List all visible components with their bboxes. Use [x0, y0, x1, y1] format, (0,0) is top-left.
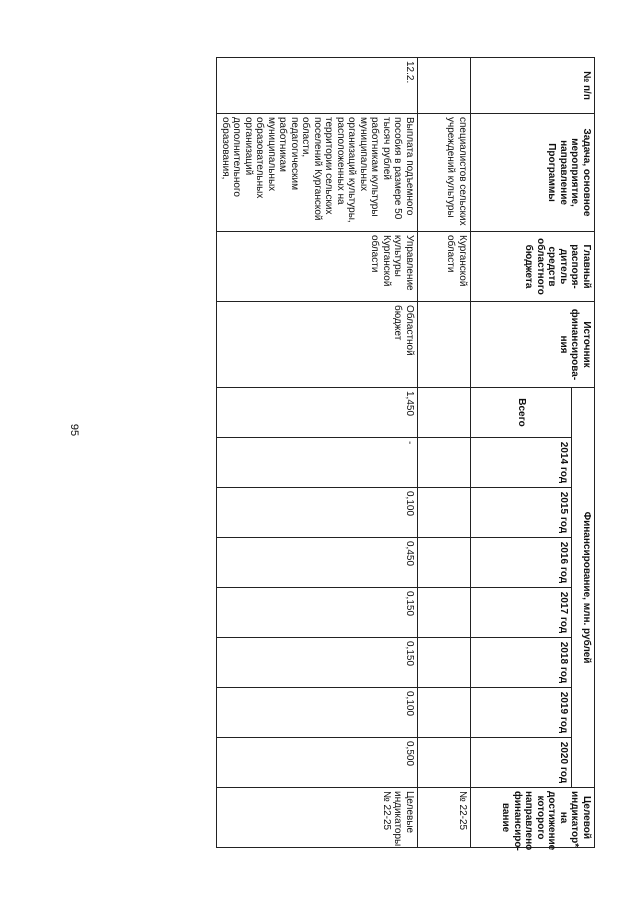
- header-indicator: Целевой индикатор* на достижение которого направлено финансиро-вание: [471, 788, 595, 848]
- cell-2018: [418, 638, 471, 688]
- cell-2017: 0,150: [217, 588, 418, 638]
- cell-2015: 0,100: [217, 488, 418, 538]
- cell-task: Выплата подъемного пособия в размере 50 тысяч рублей работникам культуры муниципальных организаций культуры, расположенных на территории сельских поселений Курганской области, педагогическим работникам муниципальных образовательных организаций дополнительного образования,: [217, 114, 418, 232]
- header-total: Всего: [471, 388, 572, 438]
- cell-source: [418, 302, 471, 388]
- cell-2017: [418, 588, 471, 638]
- table-row: [217, 58, 418, 848]
- cell-executor: Управление культуры Курганской области: [217, 232, 418, 302]
- cell-total: [418, 388, 471, 438]
- table-row: [418, 58, 471, 848]
- cell-2018: 0,150: [217, 638, 418, 688]
- cell-2016: 0,450: [217, 538, 418, 588]
- header-2014: 2014 год: [471, 438, 572, 488]
- cell-2020: 0,500: [217, 738, 418, 788]
- cell-2019: [418, 688, 471, 738]
- cell-num: [418, 58, 471, 114]
- header-2020: 2020 год: [471, 738, 572, 788]
- cell-2016: [418, 538, 471, 588]
- cell-2015: [418, 488, 471, 538]
- header-executor: Главный распоря-дитель средств областного бюджета: [471, 232, 595, 302]
- cell-indicator: № 22-25: [418, 788, 471, 848]
- cell-2014: -: [217, 438, 418, 488]
- header-2018: 2018 год: [471, 638, 572, 688]
- header-2019: 2019 год: [471, 688, 572, 738]
- cell-executor: Курганской области: [418, 232, 471, 302]
- cell-2020: [418, 738, 471, 788]
- cell-indicator: Целевые индикаторы № 22-25: [217, 788, 418, 848]
- header-row: [572, 58, 595, 848]
- cell-num: 12.2.: [217, 58, 418, 114]
- rotated-page: [45, 57, 595, 851]
- financing-table: [217, 57, 596, 851]
- header-2017: 2017 год: [471, 588, 572, 638]
- cell-task: специалистов сельских учреждений культуры: [418, 114, 471, 232]
- header-2015: 2015 год: [471, 488, 572, 538]
- page-number: 95: [68, 423, 80, 437]
- header-num: № п/п: [471, 58, 595, 114]
- header-task: Задача, основное мероприятие, направление Программы: [471, 114, 595, 232]
- cell-total: 1,450: [217, 388, 418, 438]
- cell-2014: [418, 438, 471, 488]
- cell-2019: 0,100: [217, 688, 418, 738]
- header-2016: 2016 год: [471, 538, 572, 588]
- cell-source: Областной бюджет: [217, 302, 418, 388]
- header-financing: Финансирование, млн. рублей: [572, 388, 595, 788]
- header-source: Источник финансирова-ния: [471, 302, 595, 388]
